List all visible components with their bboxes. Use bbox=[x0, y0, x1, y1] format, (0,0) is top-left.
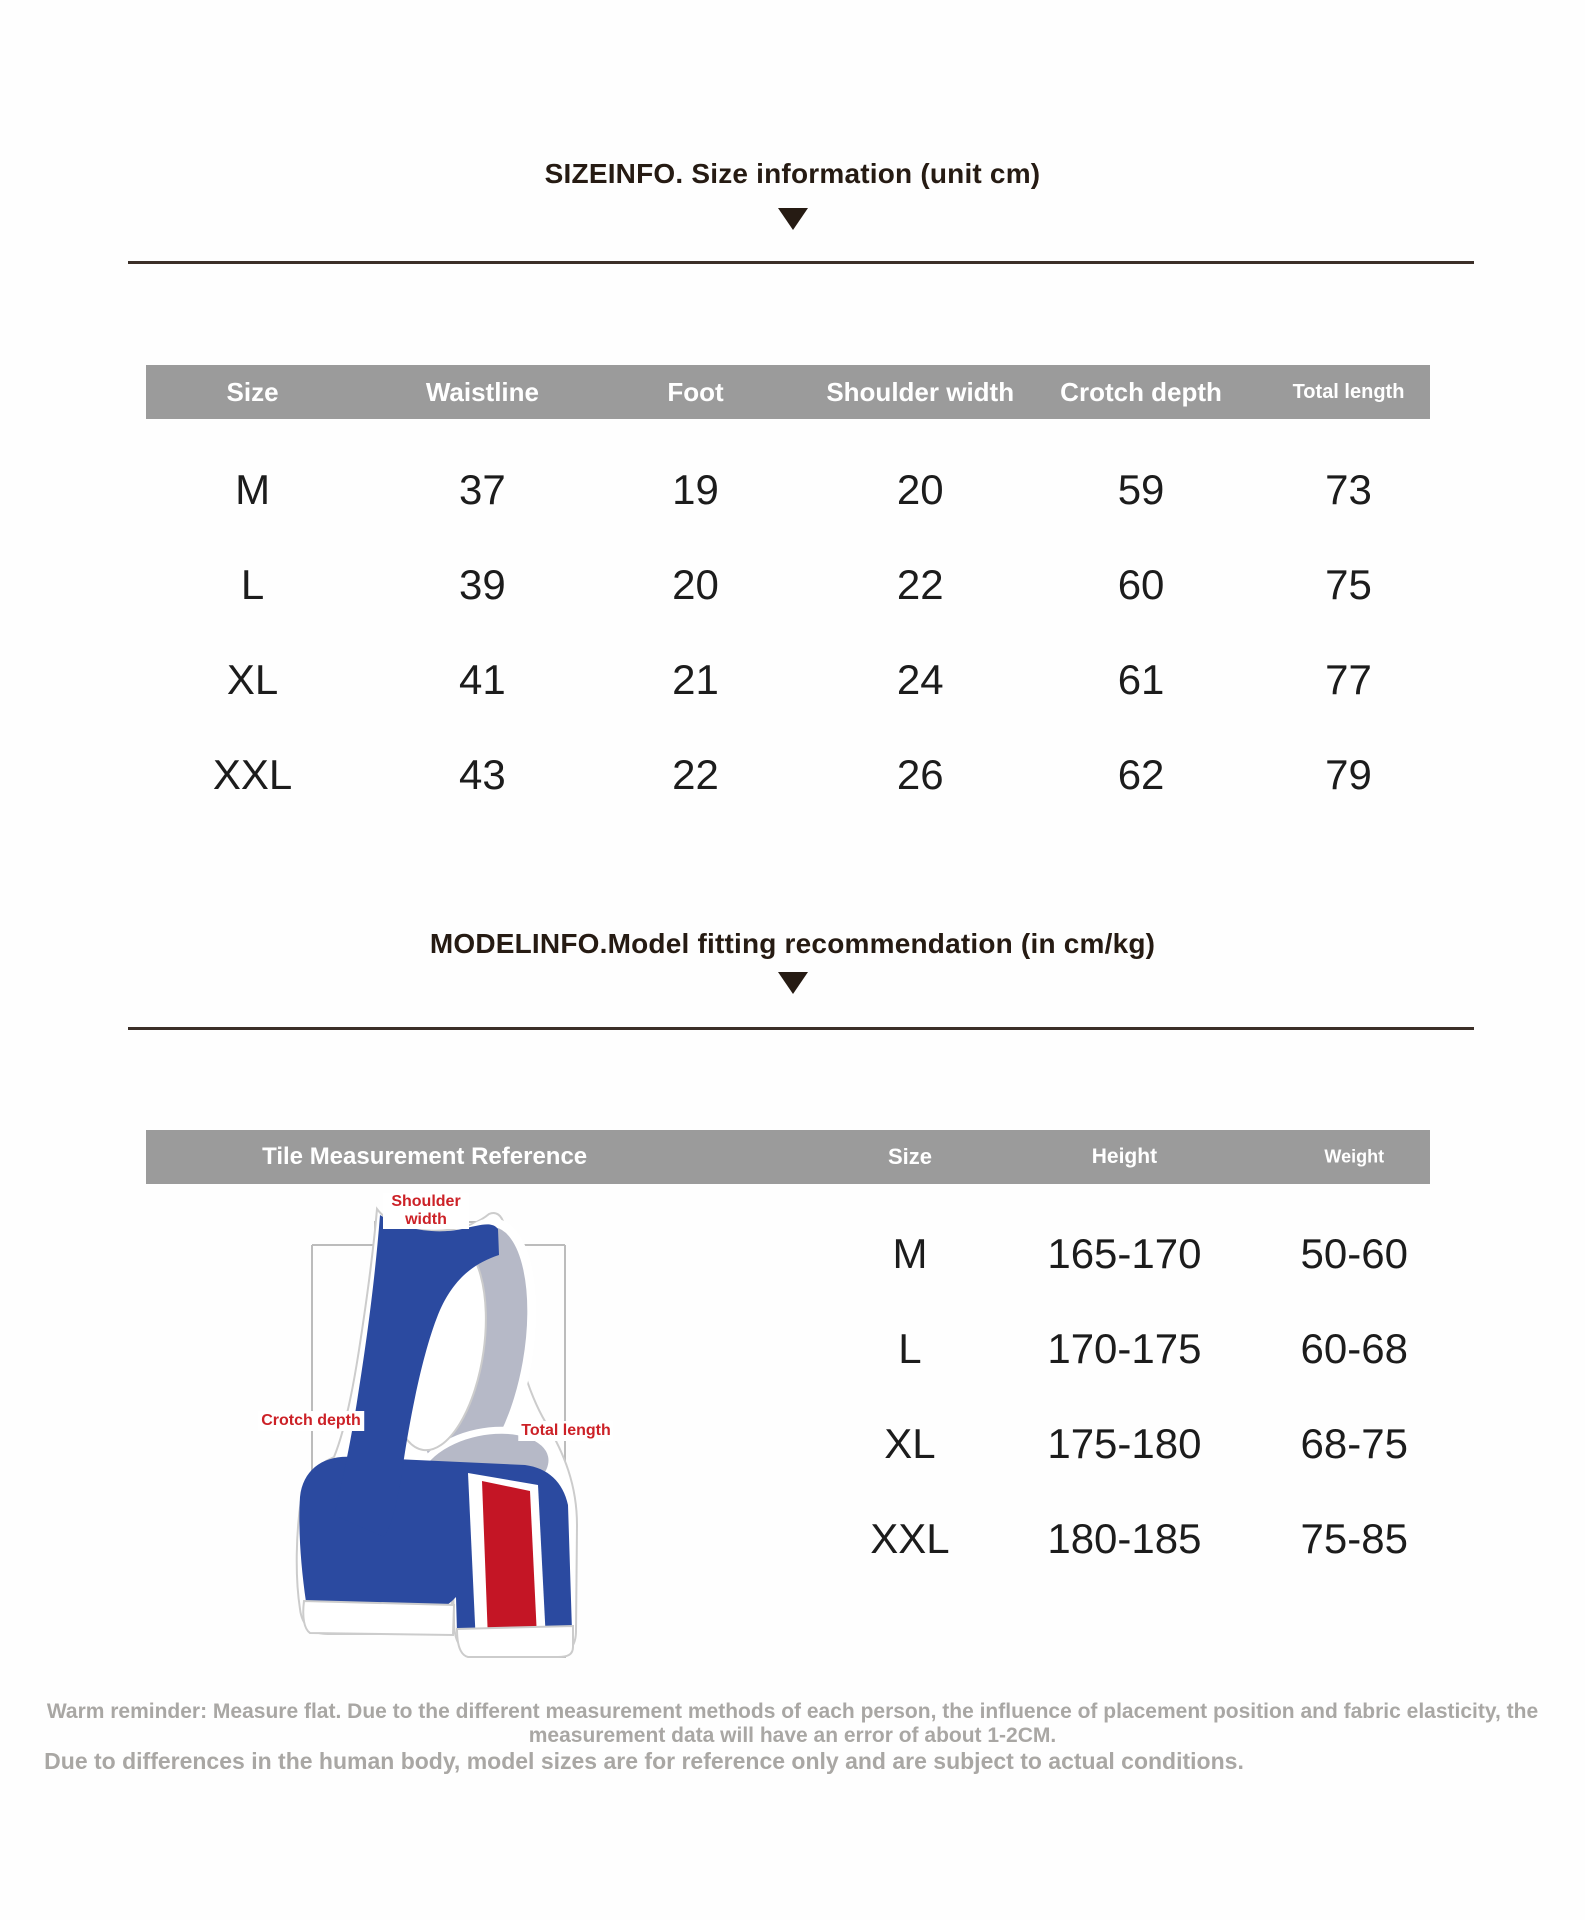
crotch-depth-label: Crotch depth bbox=[258, 1411, 364, 1431]
shoulder-width-label: Shoulder width bbox=[383, 1193, 469, 1229]
cell-value: 43 bbox=[459, 750, 506, 798]
cell-value: 59 bbox=[1117, 465, 1165, 513]
column-header-waistline: Waistline bbox=[425, 376, 539, 407]
down-triangle-icon bbox=[778, 972, 808, 994]
cell-size: XL bbox=[226, 655, 279, 703]
cell-value: 24 bbox=[896, 655, 944, 703]
divider-line bbox=[128, 1027, 1474, 1030]
cell-value: 20 bbox=[672, 560, 719, 608]
cell-value: 41 bbox=[459, 655, 506, 703]
column-header-weight: Weight bbox=[1324, 1146, 1385, 1167]
bib-shorts-illustration bbox=[240, 1185, 660, 1700]
cell-size: XXL bbox=[870, 1514, 950, 1562]
cell-value: 19 bbox=[672, 465, 719, 513]
cell-value: 37 bbox=[459, 465, 506, 513]
cell-value: 21 bbox=[672, 655, 719, 703]
cell-weight: 60-68 bbox=[1300, 1324, 1408, 1372]
cell-weight: 50-60 bbox=[1300, 1229, 1408, 1277]
bib-shorts-measurement-diagram bbox=[240, 1185, 660, 1700]
cell-value: 22 bbox=[672, 750, 719, 798]
cell-value: 62 bbox=[1117, 750, 1165, 798]
warm-reminder-note: Warm reminder: Measure flat. Due to the different measurement methods of each person, the influence of placement position and fabric elasticity, the measurement data will have an error of about 1-2CM. bbox=[46, 1700, 1539, 1747]
column-header-height: Height bbox=[1091, 1145, 1158, 1168]
column-header-foot: Foot bbox=[667, 376, 724, 407]
column-header-size: Size bbox=[887, 1144, 932, 1169]
cell-value: 79 bbox=[1325, 750, 1372, 798]
cell-size: XL bbox=[884, 1419, 936, 1467]
size-table-body bbox=[146, 442, 1430, 822]
size-table-header bbox=[146, 365, 1430, 419]
model-table-header bbox=[146, 1130, 1430, 1184]
cell-height: 165-170 bbox=[1047, 1229, 1202, 1277]
cell-size: M bbox=[892, 1229, 928, 1277]
table-row bbox=[146, 727, 1430, 822]
down-triangle-icon bbox=[778, 208, 808, 230]
cell-value: 75 bbox=[1325, 560, 1372, 608]
column-header-crotch-depth: Crotch depth bbox=[1060, 376, 1222, 407]
table-row bbox=[146, 537, 1430, 632]
total-length-label: Total length bbox=[518, 1421, 613, 1441]
diagram-title: Tile Measurement Reference bbox=[262, 1143, 588, 1170]
table-row bbox=[146, 632, 1430, 727]
cell-weight: 68-75 bbox=[1300, 1419, 1408, 1467]
table-row bbox=[146, 442, 1430, 537]
cell-value: 26 bbox=[896, 750, 944, 798]
column-header-size: Size bbox=[226, 376, 279, 407]
cell-size: M bbox=[235, 465, 271, 513]
cell-weight: 75-85 bbox=[1300, 1514, 1408, 1562]
model-info-title: MODELINFO.Model fitting recommendation (in cm/kg) bbox=[429, 928, 1156, 959]
cell-value: 61 bbox=[1117, 655, 1165, 703]
size-info-title: SIZEINFO. Size information (unit cm) bbox=[544, 158, 1041, 189]
cell-size: L bbox=[240, 560, 265, 608]
cell-height: 170-175 bbox=[1047, 1324, 1202, 1372]
column-header-total-length: Total length bbox=[1292, 380, 1405, 403]
cell-size: XXL bbox=[212, 750, 293, 798]
cell-value: 20 bbox=[896, 465, 944, 513]
cell-size: L bbox=[898, 1324, 922, 1372]
cell-value: 22 bbox=[896, 560, 944, 608]
cell-value: 60 bbox=[1117, 560, 1165, 608]
column-header-shoulder-width: Shoulder width bbox=[826, 376, 1015, 407]
cell-value: 77 bbox=[1325, 655, 1372, 703]
cell-value: 73 bbox=[1325, 465, 1372, 513]
cell-height: 175-180 bbox=[1047, 1419, 1202, 1467]
cell-value: 39 bbox=[459, 560, 506, 608]
divider-line bbox=[128, 261, 1474, 264]
cell-height: 180-185 bbox=[1047, 1514, 1202, 1562]
reference-note: Due to differences in the human body, model sizes are for reference only and are subject to actual conditions. bbox=[44, 1748, 1244, 1774]
